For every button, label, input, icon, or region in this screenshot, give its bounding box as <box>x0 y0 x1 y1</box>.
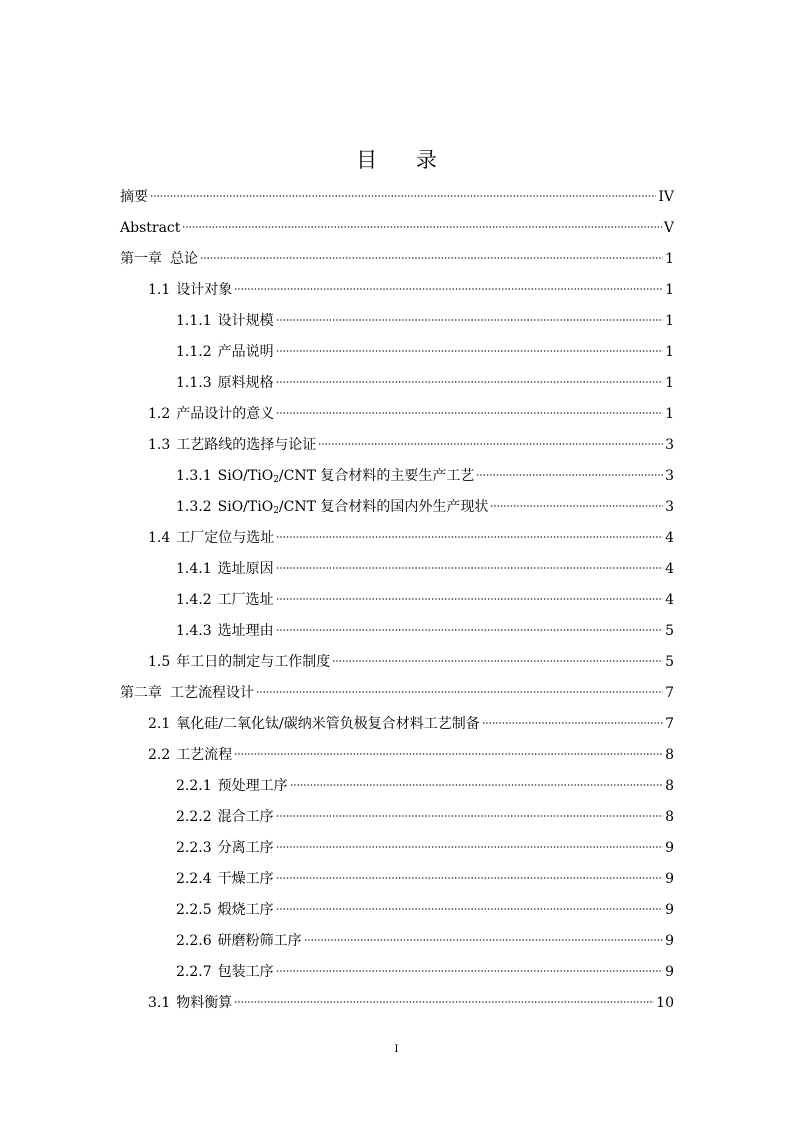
toc-entry[interactable] <box>148 709 674 740</box>
dot-leader <box>234 1001 654 1003</box>
toc-entry[interactable] <box>176 585 674 616</box>
toc-entry-number: 第二章 <box>120 685 162 701</box>
toc-entry-text: 预处理工序 <box>217 778 288 794</box>
toc-entry-number: 1.4 <box>148 530 171 546</box>
toc-entry[interactable] <box>176 802 674 833</box>
toc-entry[interactable] <box>176 895 674 926</box>
toc-entry[interactable] <box>176 771 674 802</box>
toc-entry-page: 4 <box>665 592 674 608</box>
toc-title: 目 录 <box>356 148 453 172</box>
toc-entry-page: 3 <box>665 468 674 484</box>
toc-entry-number: 2.1 <box>148 716 171 732</box>
toc-entry[interactable] <box>176 554 674 585</box>
toc-entry-label <box>176 895 274 925</box>
toc-entry-text: 工艺流程 <box>176 747 233 763</box>
dot-leader <box>150 195 656 197</box>
toc-entry[interactable] <box>120 678 674 709</box>
dot-leader <box>304 939 663 941</box>
toc-entry[interactable] <box>176 926 674 957</box>
toc-entry-text: 分离工序 <box>217 840 274 856</box>
toc-entry-label <box>148 430 316 460</box>
toc-entry-page: 4 <box>665 561 674 577</box>
toc-entry-page: 8 <box>665 747 674 763</box>
toc-entry[interactable] <box>176 833 674 864</box>
toc-entry[interactable] <box>176 306 674 337</box>
toc-entry[interactable] <box>176 461 674 492</box>
toc-entry-text: 氧化硅/二氧化钛/碳纳米管负极复合材料工艺制备 <box>176 716 480 732</box>
toc-entry-page: 5 <box>665 623 674 639</box>
dot-leader <box>182 226 661 228</box>
toc-entry-text: 研磨粉筛工序 <box>217 933 302 949</box>
toc-entry-number: 2.2.1 <box>176 778 212 794</box>
toc-entry-page: 1 <box>665 251 674 267</box>
toc-entry-text: 包装工序 <box>217 964 274 980</box>
toc-entry-label <box>176 864 274 894</box>
toc-entry-label <box>176 585 274 615</box>
toc-entry-label <box>148 523 274 553</box>
toc-entry-text: 工艺路线的选择与论证 <box>176 437 317 453</box>
toc-entry[interactable] <box>120 182 674 213</box>
dot-leader <box>276 846 663 848</box>
dot-leader <box>276 815 663 817</box>
toc-entry-page: 8 <box>665 778 674 794</box>
dot-leader <box>276 908 663 910</box>
toc-entry-number: 2.2.3 <box>176 840 212 856</box>
toc-entry-label <box>148 988 232 1018</box>
dot-leader <box>234 288 663 290</box>
dot-leader <box>318 443 663 445</box>
toc-entry-page: 1 <box>665 282 674 298</box>
toc-entry-text: 年工日的制定与工作制度 <box>176 654 331 670</box>
toc-entry-number: 1.5 <box>148 654 171 670</box>
toc-entry[interactable] <box>120 244 674 275</box>
toc-entry-page: 9 <box>665 933 674 949</box>
toc-entry-number: 2.2.6 <box>176 933 212 949</box>
toc-entry-label <box>120 213 180 243</box>
toc-entry-number: 2.2.5 <box>176 902 212 918</box>
dot-leader <box>256 691 663 693</box>
dot-leader <box>276 350 663 352</box>
toc-entry-label <box>176 461 474 491</box>
toc-entry-text: 工艺流程设计 <box>170 685 254 701</box>
dot-leader <box>276 970 663 972</box>
toc-entry-text: 混合工序 <box>217 809 274 825</box>
dot-leader <box>276 412 663 414</box>
page-number: I <box>394 1044 399 1055</box>
toc-entry-page: 7 <box>665 716 674 732</box>
toc-entry-text: 设计规模 <box>217 313 274 329</box>
dot-leader <box>276 381 663 383</box>
toc-entry-text: 设计对象 <box>176 282 233 298</box>
toc-entry-page: 5 <box>665 654 674 670</box>
dot-leader <box>276 877 663 879</box>
toc-entry-page: 1 <box>665 375 674 391</box>
toc-entry-number: 2.2.2 <box>176 809 212 825</box>
toc-entry-page: 9 <box>665 964 674 980</box>
toc-entry[interactable] <box>148 523 674 554</box>
toc-entry-text: SiO/TiO$_2$/CNT 复合材料的主要生产工艺 <box>217 468 475 485</box>
dot-leader <box>234 753 663 755</box>
toc-entry-number: 1.1.1 <box>176 313 212 329</box>
toc-entry-page: IV <box>658 189 674 205</box>
dot-leader <box>276 567 663 569</box>
toc-entry[interactable] <box>176 864 674 895</box>
toc-entry[interactable] <box>176 368 674 399</box>
toc-entry-number: 1.1 <box>148 282 171 298</box>
dot-leader <box>200 257 663 259</box>
toc-entry-text: 工厂选址 <box>217 592 274 608</box>
toc-entry-text: 产品说明 <box>217 344 274 360</box>
toc-entry-number: 1.4.3 <box>176 623 212 639</box>
dot-leader <box>290 784 663 786</box>
toc-entry-number: 3.1 <box>148 995 171 1011</box>
toc-entry-number: 1.3.2 <box>176 499 212 515</box>
toc-entry-number: 2.2.4 <box>176 871 212 887</box>
toc-entry-label <box>176 337 274 367</box>
toc-entry-page: 9 <box>665 902 674 918</box>
toc-entry-number: 1.4.1 <box>176 561 212 577</box>
toc-entry-text: 原料规格 <box>217 375 274 391</box>
toc-entry-page: 4 <box>665 530 674 546</box>
toc-entry-text: SiO/TiO$_2$/CNT 复合材料的国内外生产现状 <box>217 499 489 516</box>
toc-entry-number: 1.1.2 <box>176 344 212 360</box>
toc-entry[interactable] <box>148 399 674 430</box>
toc-entry-page: 9 <box>665 840 674 856</box>
toc-entry-page: V <box>663 220 674 236</box>
toc-entry-label <box>148 275 232 305</box>
toc-entry-label <box>176 554 274 584</box>
toc-entry-number: 第一章 <box>120 251 162 267</box>
toc-entry[interactable] <box>148 740 674 771</box>
toc-entry-label <box>176 926 302 956</box>
toc-entry[interactable] <box>148 275 674 306</box>
dot-leader <box>276 629 663 631</box>
toc-entry-text: 煅烧工序 <box>217 902 274 918</box>
toc-entry-number: 1.1.3 <box>176 375 212 391</box>
toc-entry[interactable] <box>120 213 674 244</box>
toc-entry-page: 7 <box>665 685 674 701</box>
toc-entry[interactable] <box>176 616 674 647</box>
toc-entry[interactable] <box>176 957 674 988</box>
toc-entry-label <box>148 740 232 770</box>
toc-entry-number: 1.4.2 <box>176 592 212 608</box>
toc-entry-text: 产品设计的意义 <box>176 406 275 422</box>
toc-entry-page: 10 <box>656 995 674 1011</box>
toc-entry-label <box>176 957 274 987</box>
toc-entry-number: 2.2 <box>148 747 171 763</box>
toc-entry-label <box>176 492 488 522</box>
toc-entry-page: 1 <box>665 344 674 360</box>
toc-entry-text: 物料衡算 <box>176 995 233 1011</box>
toc-entry-label <box>120 244 198 274</box>
toc-entry-text: 干燥工序 <box>217 871 274 887</box>
toc-list <box>0 182 793 1019</box>
toc-entry-text: 摘要 <box>120 189 148 205</box>
toc-entry-label <box>120 182 148 212</box>
toc-entry-label <box>176 771 288 801</box>
toc-entry-label <box>176 306 274 336</box>
toc-entry-text: 选址原因 <box>217 561 274 577</box>
toc-entry-number: 2.2.7 <box>176 964 212 980</box>
toc-entry-text: Abstract <box>120 220 181 236</box>
toc-entry-text: 选址理由 <box>217 623 274 639</box>
toc-entry-label <box>148 709 480 739</box>
toc-entry-text: 总论 <box>170 251 198 267</box>
toc-entry-label <box>148 647 330 677</box>
dot-leader <box>276 598 663 600</box>
toc-entry-label <box>148 399 274 429</box>
toc-entry-label <box>176 802 274 832</box>
toc-entry-label <box>176 616 274 646</box>
toc-entry-label <box>120 678 254 708</box>
toc-entry-page: 3 <box>665 499 674 515</box>
toc-entry[interactable] <box>148 647 674 678</box>
toc-entry-number: 1.3 <box>148 437 171 453</box>
dot-leader <box>276 536 663 538</box>
toc-entry[interactable] <box>176 492 674 523</box>
dot-leader <box>490 505 663 507</box>
toc-entry-page: 1 <box>665 313 674 329</box>
toc-entry-label <box>176 833 274 863</box>
toc-entry-number: 1.2 <box>148 406 171 422</box>
toc-entry-page: 3 <box>665 437 674 453</box>
toc-entry[interactable] <box>148 988 674 1019</box>
dot-leader <box>276 319 663 321</box>
toc-entry[interactable] <box>148 430 674 461</box>
toc-entry-label <box>176 368 274 398</box>
toc-entry-page: 1 <box>665 406 674 422</box>
dot-leader <box>332 660 663 662</box>
toc-entry[interactable] <box>176 337 674 368</box>
dot-leader <box>476 474 663 476</box>
toc-entry-text: 工厂定位与选址 <box>176 530 275 546</box>
toc-entry-page: 8 <box>665 809 674 825</box>
dot-leader <box>482 722 663 724</box>
toc-entry-number: 1.3.1 <box>176 468 212 484</box>
toc-entry-page: 9 <box>665 871 674 887</box>
